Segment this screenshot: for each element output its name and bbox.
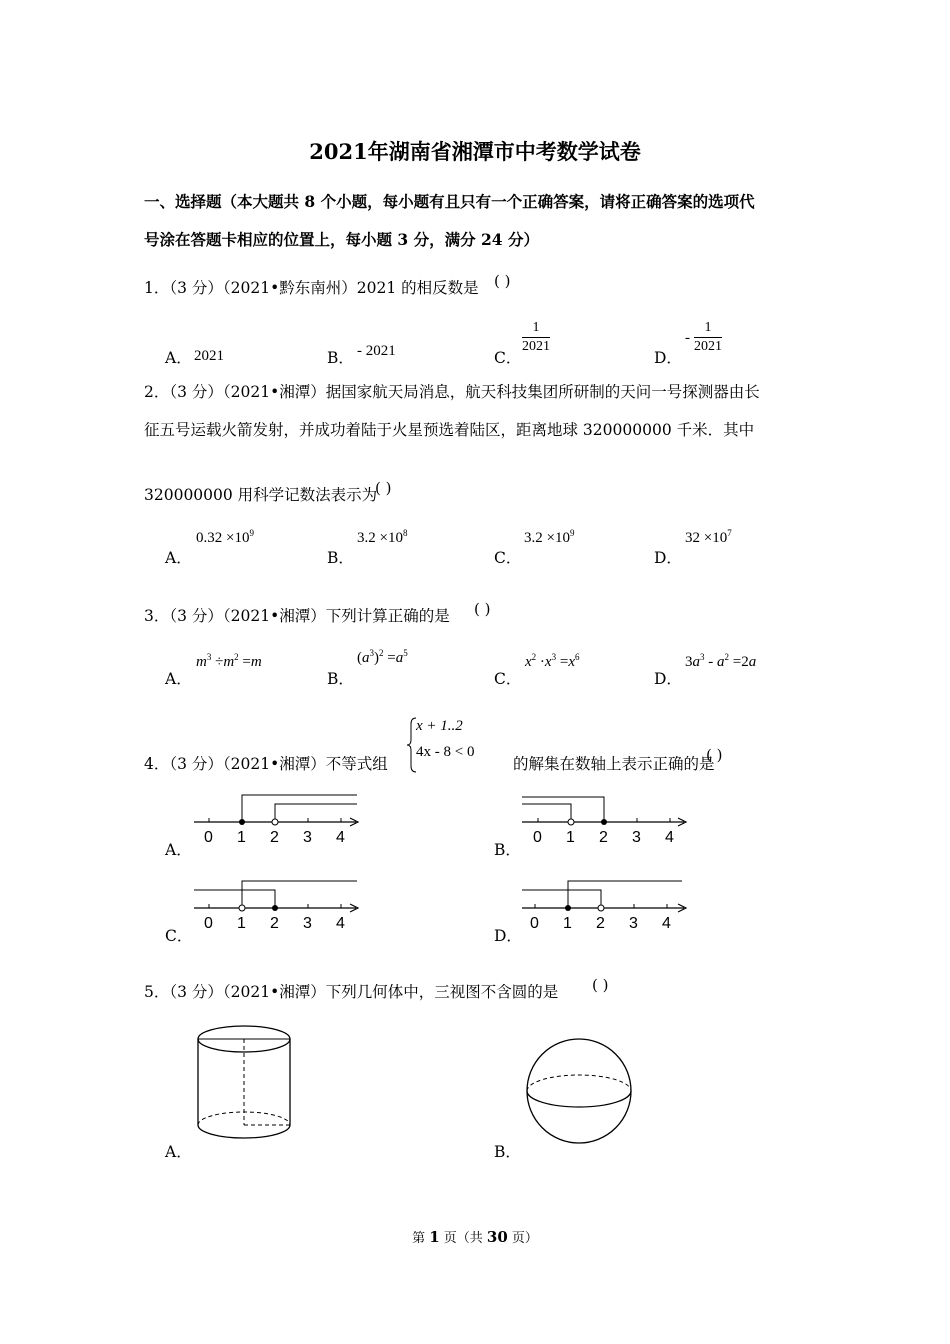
q4-system-line1: x + 1..2 xyxy=(416,718,463,734)
q4-option-a-label: A． xyxy=(165,841,192,859)
q2-d-exp: 7 xyxy=(727,528,732,538)
q1-c-denominator: 2021 xyxy=(522,339,550,354)
footer-page-number: 1 xyxy=(429,1228,440,1246)
q2-option-b xyxy=(357,530,407,547)
page-footer xyxy=(0,1227,950,1246)
q1-d-numerator: 1 xyxy=(694,320,722,338)
svg-text:3: 3 xyxy=(629,915,638,932)
q2-b-exp: 8 xyxy=(402,528,408,538)
q5-option-b-sphere-figure xyxy=(522,1036,636,1146)
q1-stem: 1．（3 分）（2021•黔东南州）2021 的相反数是 xyxy=(144,279,479,297)
svg-text:2: 2 xyxy=(596,915,605,932)
svg-text:0: 0 xyxy=(204,829,213,846)
q4-option-a-number-line xyxy=(192,790,364,848)
page-title: 2021年湖南省湘潭市中考数学试卷 xyxy=(309,139,641,164)
q1-option-a: 2021 xyxy=(194,348,224,364)
q5-option-a-cylinder-figure xyxy=(190,1022,300,1144)
q2-option-c-label: C． xyxy=(494,549,522,567)
q1-option-b: - 2021 xyxy=(357,343,396,359)
svg-text:2: 2 xyxy=(270,915,279,932)
footer-mid: 页（共 xyxy=(439,1231,487,1246)
q1-option-c-label: C． xyxy=(494,349,522,367)
svg-text:1: 1 xyxy=(563,915,572,932)
q3-option-d-math: $3a^3 - a^2 =2a$ xyxy=(685,652,757,670)
q2-d-base: 32 ×10 xyxy=(685,530,728,546)
q3-option-d-label: D． xyxy=(654,670,682,688)
q2-option-b-label: B． xyxy=(327,549,354,567)
q3-stem: 3．（3 分）（2021•湘潭）下列计算正确的是 xyxy=(144,607,450,625)
q2-option-a-label: A． xyxy=(165,549,192,567)
q2-line2: 征五号运载火箭发射，并成功着陆于火星预选着陆区，距离地球 320000000 千米．其中 xyxy=(144,421,755,439)
q1-d-denominator: 2021 xyxy=(694,339,722,354)
svg-text:3: 3 xyxy=(303,915,312,932)
svg-text:1: 1 xyxy=(566,829,575,846)
svg-text:0: 0 xyxy=(204,915,213,932)
svg-text:4: 4 xyxy=(665,829,674,846)
svg-text:0: 0 xyxy=(533,829,542,846)
svg-text:1: 1 xyxy=(237,915,246,932)
q1-option-c-fraction xyxy=(522,320,550,355)
q2-line3: 320000000 用科学记数法表示为 xyxy=(144,486,378,504)
svg-text:2: 2 xyxy=(599,829,608,846)
q3-option-c-math: $x^2 \cdot x^3 =x^6$ xyxy=(525,652,580,670)
section-heading-line1: 一、选择题（本大题共 8 个小题，每小题有且只有一个正确答案，请将正确答案的选项代 xyxy=(144,192,755,211)
q2-option-a xyxy=(196,530,254,547)
q4-option-d-number-line xyxy=(520,876,692,934)
q4-stem-b: 的解集在数轴上表示正确的是 xyxy=(513,755,715,773)
svg-text:0: 0 xyxy=(530,915,539,932)
q3-option-a-math: $m^3 \div m^2 =m$ xyxy=(196,652,262,670)
q5-stem: 5．（3 分）（2021•湘潭）下列几何体中，三视图不含圆的是 xyxy=(144,983,559,1001)
q1-option-b-label: B． xyxy=(327,349,354,367)
q2-a-exp: 9 xyxy=(249,528,254,538)
q1-answer-paren: ( ) xyxy=(494,272,511,290)
q5-answer-paren: ( ) xyxy=(592,976,609,994)
q3-option-c-label: C． xyxy=(494,670,522,688)
q1-d-sign: - xyxy=(685,330,690,346)
q2-c-exp: 9 xyxy=(569,528,575,538)
q2-answer-paren: ( ) xyxy=(375,479,392,497)
svg-text:4: 4 xyxy=(336,915,345,932)
q1-option-a-label: A． xyxy=(165,349,192,367)
svg-text:3: 3 xyxy=(632,829,641,846)
svg-text:4: 4 xyxy=(662,915,671,932)
q3-option-a-label: A． xyxy=(165,670,192,688)
svg-text:3: 3 xyxy=(303,829,312,846)
q2-b-base: 3.2 ×10 xyxy=(357,530,403,546)
q5-option-a-label: A． xyxy=(165,1143,192,1161)
q4-option-b-label: B． xyxy=(494,841,521,859)
q3-option-b-math: $(a^3)^2 =a^5$ xyxy=(357,648,408,666)
q4-stem-a: 4．（3 分）（2021•湘潭）不等式组 xyxy=(144,755,388,773)
q2-a-base: 0.32 ×10 xyxy=(196,530,250,546)
footer-total-pages: 30 xyxy=(486,1228,508,1246)
svg-text:4: 4 xyxy=(336,829,345,846)
svg-text:2: 2 xyxy=(270,829,279,846)
q4-option-c-number-line xyxy=(192,876,364,934)
q2-option-d-label: D． xyxy=(654,549,682,567)
q4-option-d-label: D． xyxy=(494,927,522,945)
section-heading-line2: 号涂在答题卡相应的位置上，每小题 3 分，满分 24 分） xyxy=(144,230,539,249)
q2-option-d xyxy=(685,530,732,547)
q4-answer-paren: ( ) xyxy=(706,746,723,764)
q2-c-base: 3.2 ×10 xyxy=(524,530,570,546)
q3-answer-paren: ( ) xyxy=(474,600,491,618)
q4-system-line2: 4x - 8 < 0 xyxy=(416,744,475,760)
q4-option-c-label: C． xyxy=(165,927,193,945)
q3-option-b-label: B． xyxy=(327,670,354,688)
svg-text:1: 1 xyxy=(237,829,246,846)
q1-option-d-fraction xyxy=(694,320,722,355)
q4-option-b-number-line xyxy=(520,790,692,848)
q2-line1: 2．（3 分）（2021•湘潭）据国家航天局消息，航天科技集团所研制的天问一号探测器由长 xyxy=(144,383,760,401)
q5-option-b-label: B． xyxy=(494,1143,521,1161)
footer-post: 页） xyxy=(507,1231,538,1246)
footer-pre: 第 xyxy=(412,1231,430,1246)
q1-c-numerator: 1 xyxy=(522,320,550,338)
q1-option-d-label: D． xyxy=(654,349,682,367)
q2-option-c xyxy=(524,530,574,547)
